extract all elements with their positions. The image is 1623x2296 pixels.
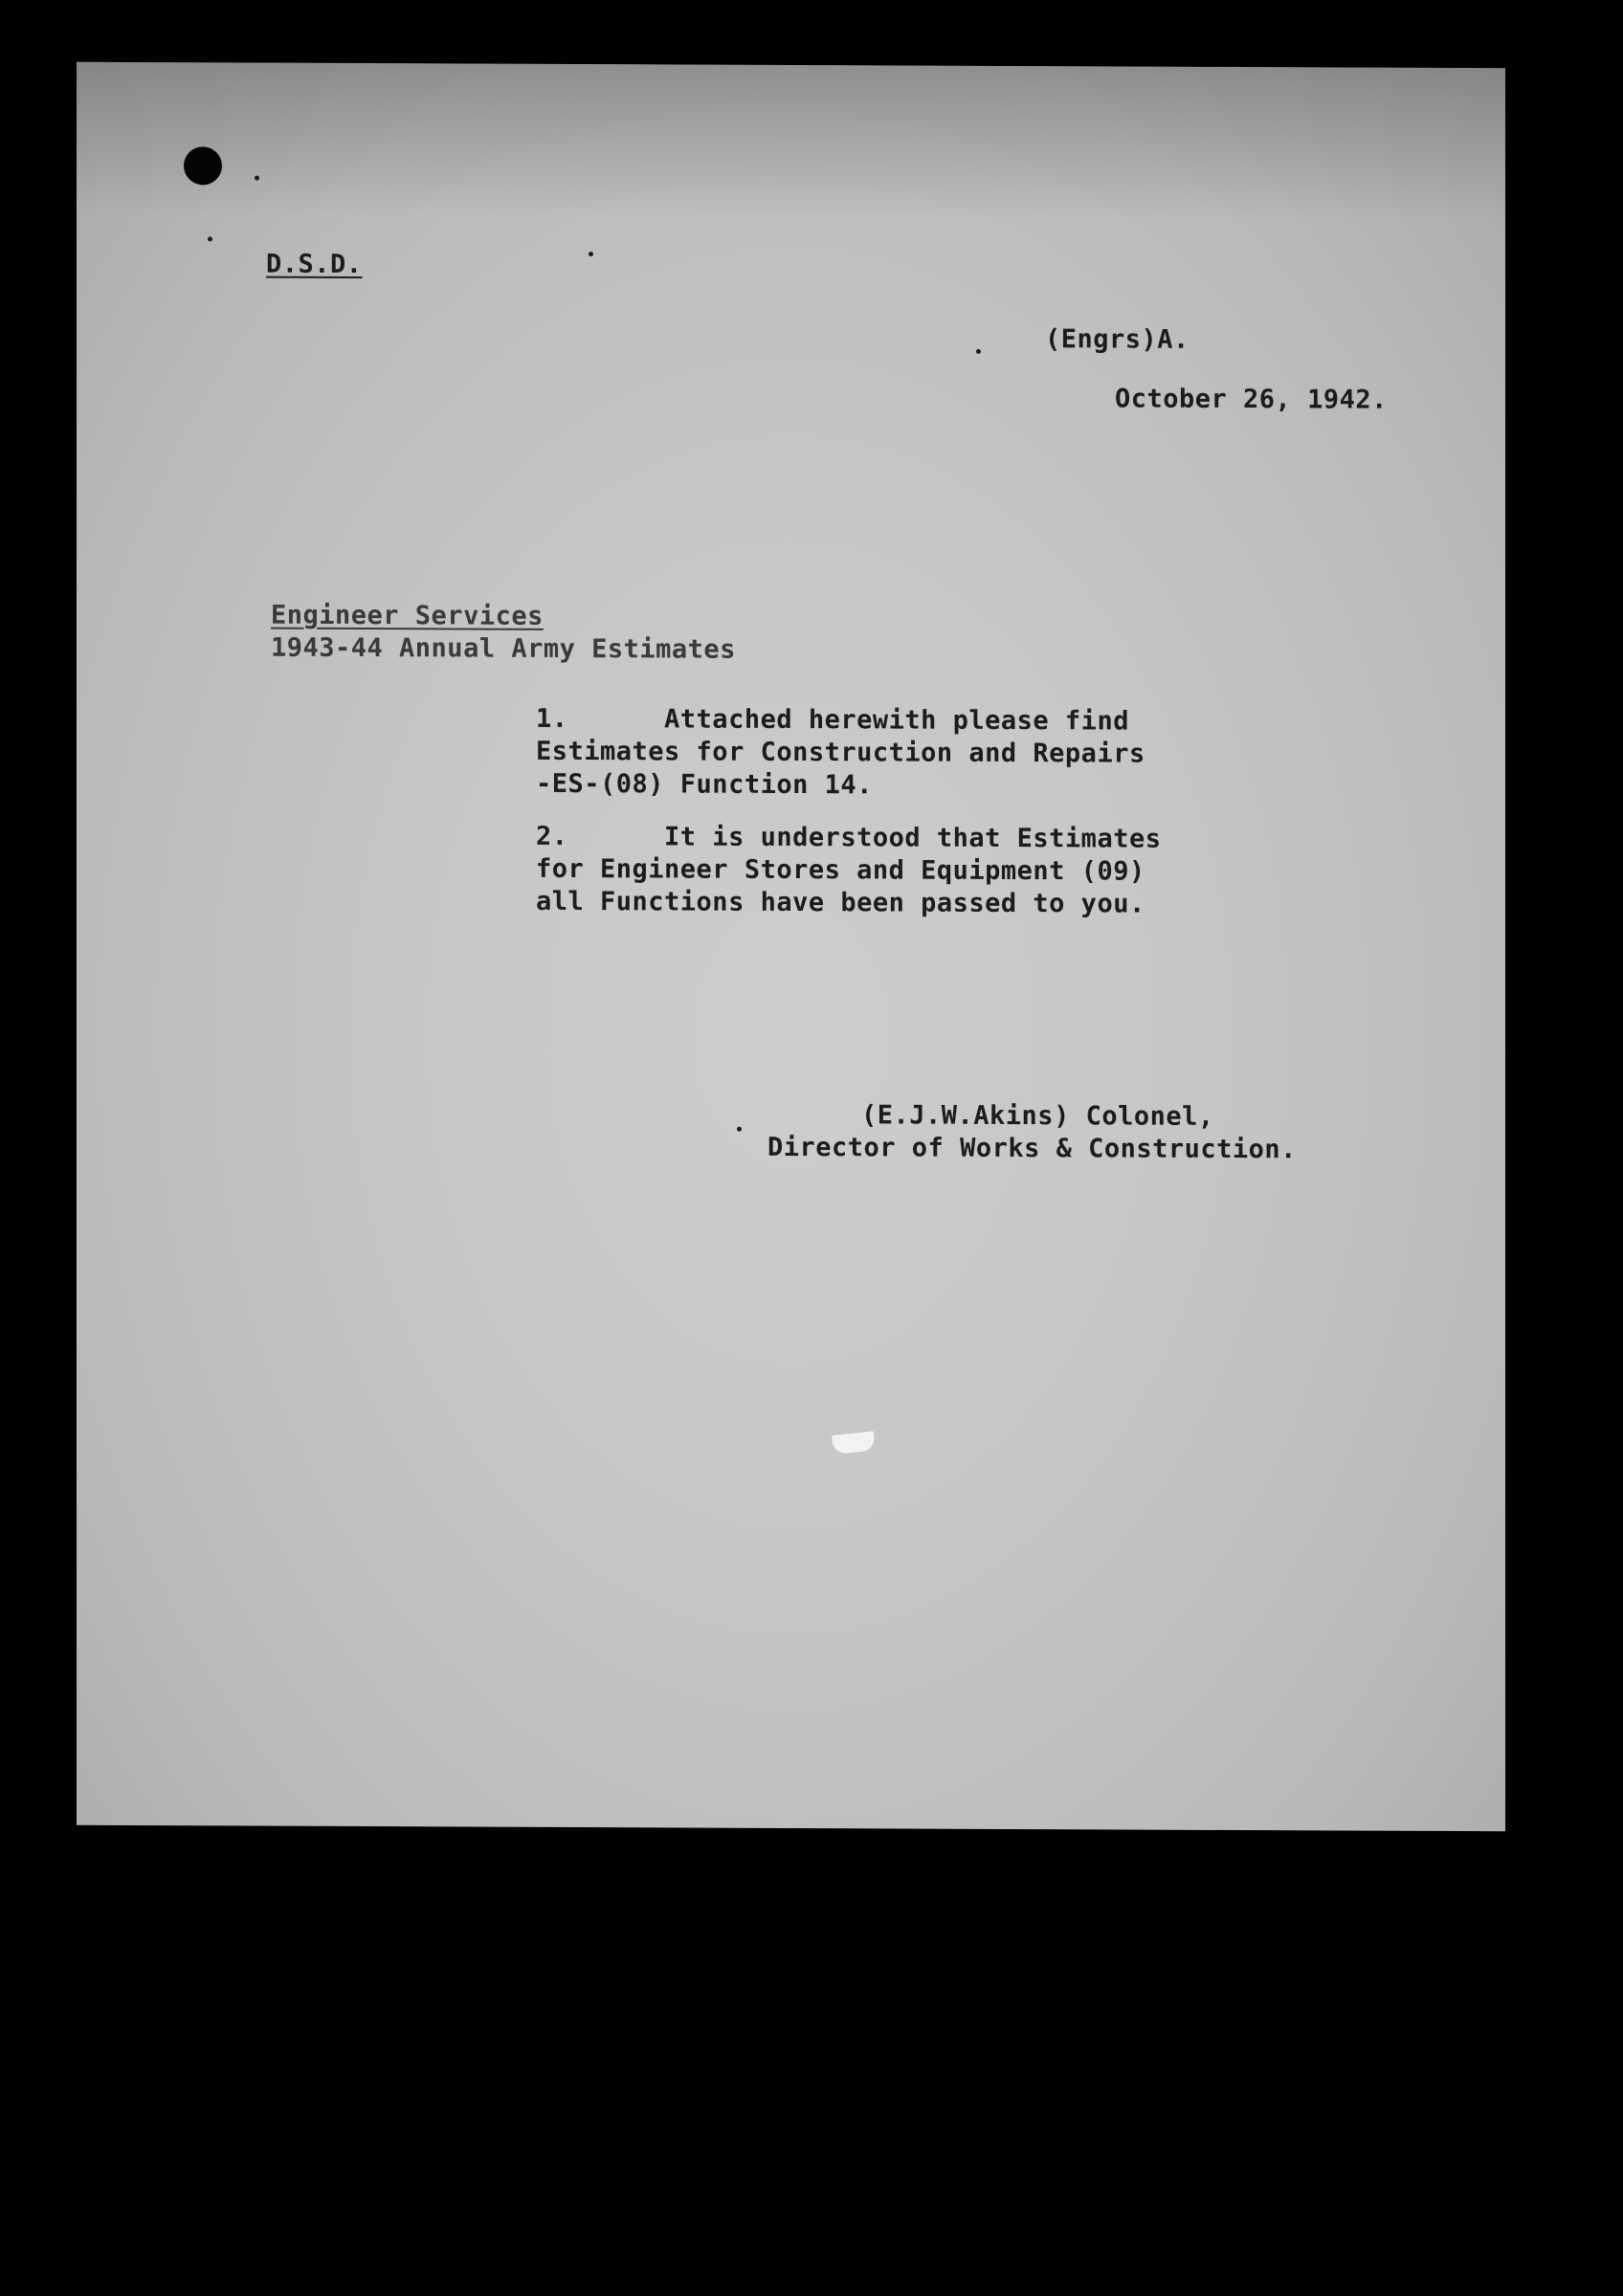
paper-speck (255, 176, 259, 181)
paragraph-2-line-1: 2. It is understood that Estimates (536, 821, 1162, 854)
signature-title: Director of Works & Construction. (767, 1132, 1297, 1165)
paper-speck (208, 236, 212, 241)
paper-speck (976, 349, 981, 354)
letter-date: October 26, 1942. (1115, 384, 1388, 415)
paragraph-1-line-2: Estimates for Construction and Repairs (536, 736, 1145, 769)
letter-sheet (77, 62, 1505, 1832)
paragraph-2-line-3: all Functions have been passed to you. (536, 886, 1145, 919)
paragraph-1-line-3: -ES-(08) Function 14. (536, 768, 873, 801)
reference-code: (Engrs)A. (1045, 324, 1189, 355)
paragraph-2-line-2: for Engineer Stores and Equipment (09) (536, 853, 1145, 887)
subject-subheading: 1943-44 Annual Army Estimates (271, 632, 736, 665)
paragraph-1-line-1: 1. Attached herewith please find (536, 703, 1129, 737)
paper-speck (589, 252, 593, 256)
subject-heading: Engineer Services (271, 600, 544, 631)
addressee: D.S.D. (266, 249, 363, 280)
punch-hole (184, 146, 222, 185)
paper-speck (737, 1127, 742, 1132)
signature-name: (E.J.W.Akins) Colonel, (861, 1100, 1214, 1132)
paper-smudge (832, 1431, 876, 1454)
